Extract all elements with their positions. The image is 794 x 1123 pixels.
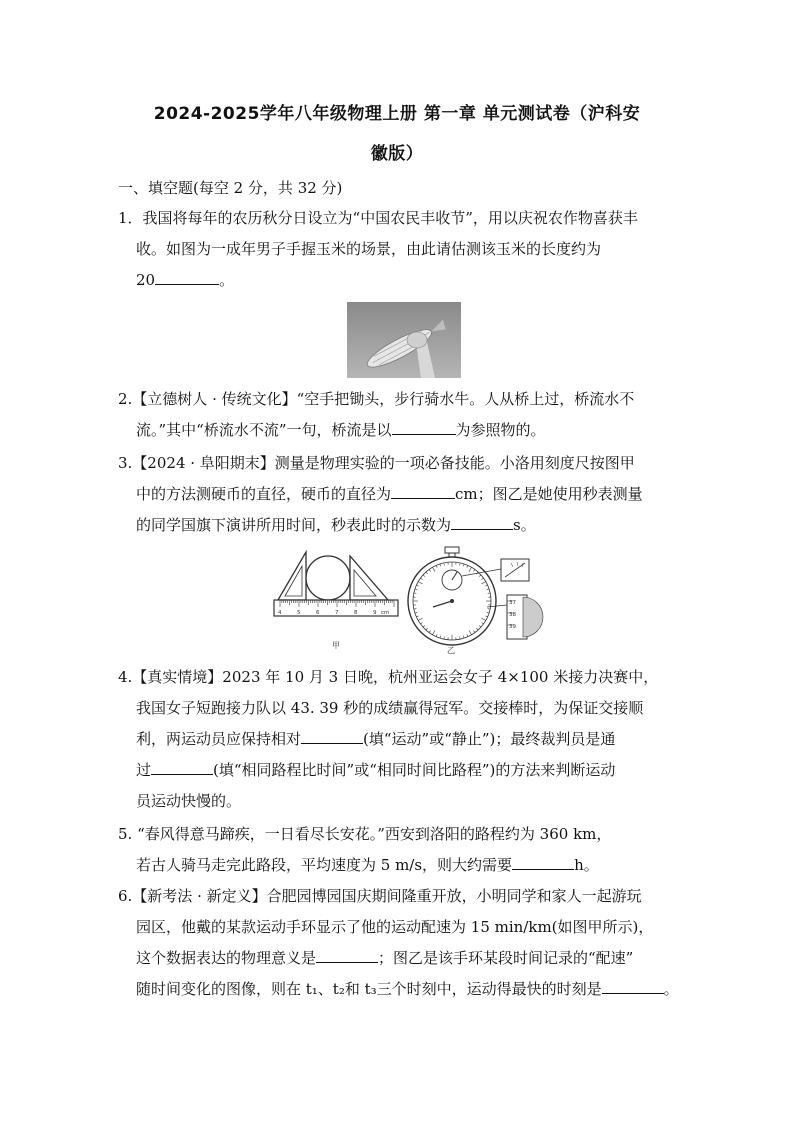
stopwatch-label-38: 38 [509, 612, 516, 618]
q4-line1: 4.【真实情境】2023 年 10 月 3 日晚，杭州亚运会女子 4×100 米接力决赛中， [118, 668, 659, 686]
q6-line3 [118, 943, 680, 974]
q2-suffix: 为参照物的。 [455, 421, 546, 439]
q3-prefix-a: 中的方法测硬币的直径，硬币的直径为 [136, 485, 392, 503]
ruler-tick-label: 9 [373, 610, 377, 616]
ruler-tick-label: cm [381, 610, 390, 616]
figure-a-label: 甲 [332, 641, 340, 650]
q6-answer-blank-meaning[interactable] [316, 946, 378, 963]
q2-prefix: 流。”其中“桥流水不流”一句，桥流是以 [136, 421, 392, 439]
q1-line2: 收。如图为一成年男子手握玉米的场景，由此请估测该玉米的长度约为 [136, 240, 602, 258]
q4-mid-b: (填“相同路程比时间”或“相同时间比路程”)的方法来判断运动 [213, 761, 616, 779]
q5-prefix: 若古人骑马走完此路段，平均速度为 5 m/s，则大约需要 [136, 856, 513, 874]
page-title-line1: 2024-2025学年八年级物理上册 第一章 单元测试卷（沪科安 [153, 104, 641, 124]
stopwatch-figure [405, 545, 545, 655]
ruler-tick-label: 4 [278, 610, 282, 616]
q4-line2: 我国女子短跑接力队以 43. 39 秒的成绩赢得冠军。交接棒时，为保证交接顺 [136, 699, 644, 717]
q6-answer-blank-fastest[interactable] [602, 977, 664, 994]
q4-mid-a: (填“运动”或“静止”)；最终裁判员是通 [363, 730, 616, 748]
q3-suffix: s。 [513, 516, 536, 534]
q2-answer-blank[interactable] [392, 418, 456, 435]
q1-answer-blank[interactable] [155, 268, 219, 285]
stopwatch-label-37: 37 [509, 600, 516, 606]
q3-answer-blank-time[interactable] [451, 513, 513, 530]
q6-mid: ；图乙是该手环某段时间记录的“配速” [378, 949, 634, 967]
q1-prefix: 20 [136, 271, 156, 289]
stopwatch-label-39: 39 [509, 624, 516, 630]
page-title-line2: 徽版） [370, 144, 424, 164]
q4-line5: 员运动快慢的。 [136, 792, 242, 810]
q3-line3 [118, 510, 680, 541]
ruler-tick-label: 5 [297, 610, 301, 616]
section-heading: 一、填空题(每空 2 分，共 32 分) [118, 179, 343, 197]
q6-line4 [118, 974, 680, 1005]
corn-photo [347, 302, 461, 378]
q3-answer-blank-diameter[interactable] [391, 482, 455, 499]
q4-line4 [118, 755, 680, 786]
q5-suffix: h。 [574, 856, 599, 874]
q1-line3 [118, 265, 680, 296]
ruler-tick-label: 6 [316, 610, 320, 616]
question-3 [118, 448, 680, 541]
ruler-coin-figure [272, 548, 402, 652]
q4-line3 [118, 724, 680, 755]
q5-answer-blank[interactable] [512, 853, 574, 870]
q6-line1: 6.【新考法 · 新定义】合肥园博园国庆期间隆重开放，小明同学和家人一起游玩 [118, 887, 642, 905]
q4-prefix-b: 过 [136, 761, 152, 779]
q6-prefix-b: 随时间变化的图像，则在 t₁、t₂和 t₃三个时刻中，运动得最快的时刻是 [136, 980, 602, 998]
question-4 [118, 662, 680, 817]
q3-prefix-b: 的同学国旗下演讲所用时间，秒表此时的示数为 [136, 516, 452, 534]
q1-suffix: 。 [219, 271, 235, 289]
question-2 [118, 384, 680, 446]
q2-line2 [118, 415, 680, 446]
q5-line2 [118, 850, 680, 881]
ruler-tick-label: 7 [335, 610, 339, 616]
q1-line1: 1．我国将每年的农历秋分日设立为“中国农民丰收节”，用以庆祝农作物喜获丰 [118, 209, 638, 227]
q5-line1: 5. “春风得意马蹄疾，一日看尽长安花。”西安到洛阳的路程约为 360 km， [118, 825, 612, 843]
q6-suffix: 。 [663, 980, 679, 998]
ruler-tick-label: 8 [354, 610, 358, 616]
question-1 [118, 203, 680, 296]
q3-line1: 3.【2024 · 阜阳期末】测量是物理实验的一项必备技能。小洛用刻度尺按图甲 [118, 454, 635, 472]
q3-line2 [118, 479, 680, 510]
q6-line2: 园区，他戴的某款运动手环显示了他的运动配速为 15 min/km(如图甲所示)， [136, 918, 654, 936]
q3-mid: cm；图乙是她使用秒表测量 [455, 485, 643, 503]
q2-line1: 2.【立德树人 · 传统文化】“空手把锄头，步行骑水牛。人从桥上过，桥流水不 [118, 390, 635, 408]
q4-answer-blank-method[interactable] [151, 758, 213, 775]
q4-answer-blank-relative[interactable] [301, 727, 363, 744]
q6-prefix-a: 这个数据表达的物理意义是 [136, 949, 317, 967]
q4-prefix-a: 利，两运动员应保持相对 [136, 730, 302, 748]
question-6 [118, 881, 680, 1005]
figure-b-label: 乙 [447, 646, 455, 655]
question-5 [118, 819, 680, 881]
